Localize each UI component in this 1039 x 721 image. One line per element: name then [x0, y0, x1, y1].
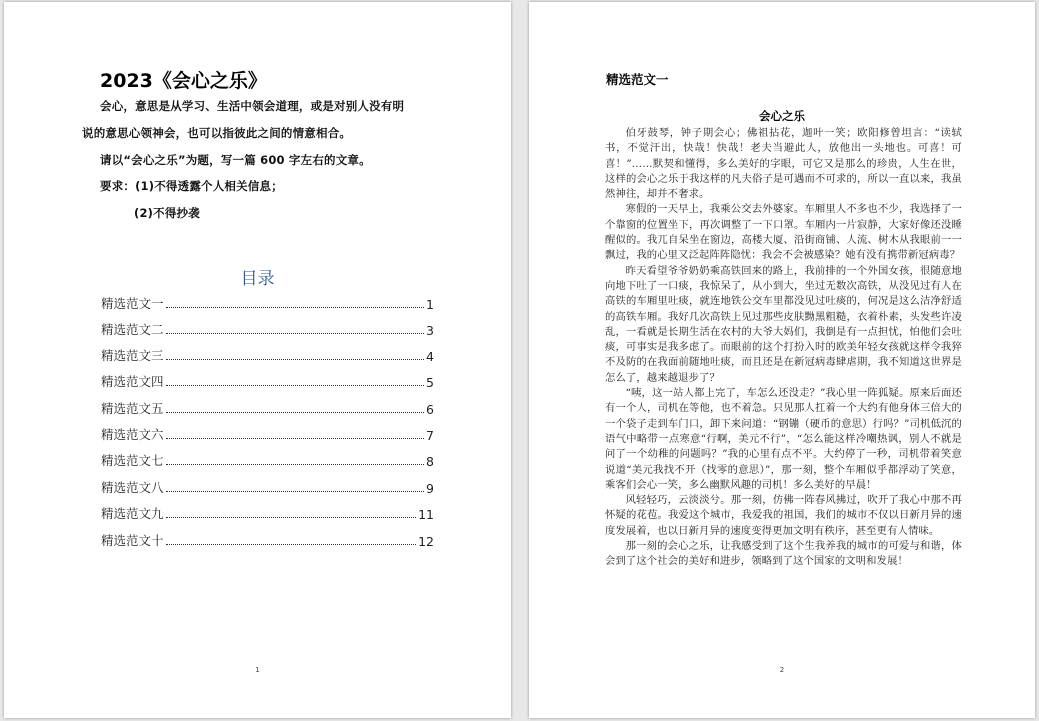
toc-entry[interactable] — [101, 449, 434, 469]
essay-paragraph: 风轻轻巧，云淡淡兮。那一刻，仿佛一阵春风拂过，吹开了我心中那不再怀疑的花苞。我爱这个城市，我爱我的祖国，我们的城市不仅以日新月异的速度发展着，也以日新月异的速度变得更加文明有秩序，甚至更有人情味。 — [605, 494, 962, 537]
toc-entry-label: 精选范文七 — [101, 453, 164, 468]
prompt-line-1: 会心，意思是从学习、生活中领会道理，或是对别人没有明 — [100, 99, 405, 113]
page-number: 2 — [779, 666, 785, 674]
toc-leader-dots — [166, 516, 417, 518]
section-heading: 精选范文一 — [606, 72, 669, 87]
toc-leader-dots — [166, 332, 425, 334]
prompt-line-2: 说的意思心领神会，也可以指彼此之间的情意相合。 — [82, 126, 352, 140]
toc-entry-label: 精选范文二 — [101, 322, 164, 337]
requirement-2: (2)不得抄袭 — [134, 206, 200, 220]
toc-leader-dots — [166, 437, 425, 439]
document-page-1 — [4, 2, 511, 718]
toc-entry-page: 7 — [426, 428, 434, 443]
toc-entry-page: 5 — [426, 375, 434, 390]
toc-entry-page: 4 — [426, 349, 434, 364]
document-page-2 — [529, 2, 1035, 718]
essay-paragraph: 昨天看望爷爷奶奶乘高铁回来的路上，我前排的一个外国女孩，很随意地向地下吐了一口痰，我惊呆了，从小到大，坐过无数次高铁，从没见过有人在高铁的车厢里吐痰，就连地铁公交车里都没见过吐痰的，何况是这么洁净舒适的高铁车厢。我好几次高铁上见过那些皮肤黝黑粗糙，衣着朴素，头发些许凌乱，一看就是长期生活在农村的大爷大妈们，我倒是有一点担忧，怕他们会吐痰，可事实是我多虑了。而眼前的这个打扮入时的欧美年轻女孩就这样令我猝不及防的在我面前随地吐痰，而且还是在新冠病毒肆虐期，我不知道这世界是怎么了，越来越退步了？ — [605, 264, 962, 384]
essay-paragraph: 伯牙鼓琴，钟子期会心；佛祖拈花，迦叶一笑；欧阳修曾坦言：“读轼书，不觉汗出，快哉！快哉！老夫当避此人，放他出一头地也。可喜！可喜！”……默契和懂得，多么美好的字眼，可它又是那么的珍贵，人生在世，这样的会心之乐于我这样的凡夫俗子是可遇而不可求的，所以一直以来，我虽然神往，却并不奢求。 — [605, 127, 962, 201]
page-number: 1 — [255, 666, 260, 674]
toc-entry-label: 精选范文十 — [101, 533, 164, 548]
toc-entry-page: 6 — [426, 402, 434, 417]
toc-leader-dots — [166, 543, 417, 545]
toc-entry-label: 精选范文六 — [101, 427, 164, 442]
essay-paragraph: 寒假的一天早上，我乘公交去外婆家。车厢里人不多也不少，我选择了一个靠窗的位置坐下，再次调整了一下口罩。车厢内一片寂静，大家好像还没睡醒似的。我兀自呆坐在窗边，高楼大厦、沿街商铺、人流、树木从我眼前一一飘过，我的心里又泛起阵阵隐忧：我会不会被感染？她有没有携带新冠病毒？ — [605, 203, 962, 262]
essay-title: 会心之乐 — [759, 109, 805, 123]
toc-entry-label: 精选范文三 — [101, 348, 164, 363]
document-title: 2023《会心之乐》 — [100, 70, 267, 92]
prompt-line-3: 请以“会心之乐”为题，写一篇 600 字左右的文章。 — [100, 153, 371, 167]
toc-entry-label: 精选范文一 — [101, 296, 164, 311]
toc-leader-dots — [166, 384, 425, 386]
toc-entry-label: 精选范文八 — [101, 480, 164, 495]
toc-leader-dots — [166, 463, 425, 465]
toc-entry-label: 精选范文九 — [101, 506, 164, 521]
toc-leader-dots — [166, 490, 425, 492]
toc-entry[interactable] — [101, 292, 434, 312]
toc-entry[interactable] — [101, 318, 434, 338]
toc-leader-dots — [166, 411, 425, 413]
toc-entry-label: 精选范文四 — [101, 374, 164, 389]
toc-entry[interactable] — [101, 344, 434, 364]
toc-entry-page: 12 — [418, 534, 434, 549]
toc-leader-dots — [166, 306, 425, 308]
toc-entry-page: 9 — [426, 481, 434, 496]
toc-entry[interactable] — [101, 397, 434, 417]
toc-entry-label: 精选范文五 — [101, 401, 164, 416]
toc-entry-page: 8 — [426, 454, 434, 469]
toc-entry-page: 1 — [426, 297, 434, 312]
essay-body — [605, 126, 962, 570]
toc-entry[interactable] — [101, 370, 434, 390]
requirement-1: 要求：(1)不得透露个人相关信息； — [100, 179, 283, 193]
essay-paragraph: “咦，这一站人都上完了，车怎么还没走？”我心里一阵狐疑。原来后面还有一个人，司机在等他，也不着急。只见那人扛着一个大约有他身体三倍大的一个袋子走到车门口，卸下来问道：“钢镚（硬币的意思）行吗？”司机低沉的语气中略带一点寒意“行啊，美元不行”，“怎么能这样冷嘲热讽，别人不就是问了一个幼稚的问题吗？”我的心里有点不平。大约停了一秒，司机带着笑意说道“美元我找不开（找零的意思）”，那一刻，整个车厢似乎都浮动了笑意，乘客们会心一笑，多么幽默风趣的司机！多么美好的早晨！ — [605, 387, 962, 491]
toc-entry[interactable] — [101, 529, 434, 549]
toc-entry[interactable] — [101, 502, 434, 522]
toc-entry-page: 11 — [418, 507, 434, 522]
toc-title: 目录 — [240, 269, 275, 289]
toc-leader-dots — [166, 358, 425, 360]
essay-paragraph: 那一刻的会心之乐，让我感受到了这个生我养我的城市的可爱与和谐，体会到了这个社会的美好和进步，领略到了这个国家的文明和发展！ — [605, 540, 962, 568]
toc-entry-page: 3 — [426, 323, 434, 338]
toc-entry[interactable] — [101, 423, 434, 443]
toc-entry[interactable] — [101, 476, 434, 496]
